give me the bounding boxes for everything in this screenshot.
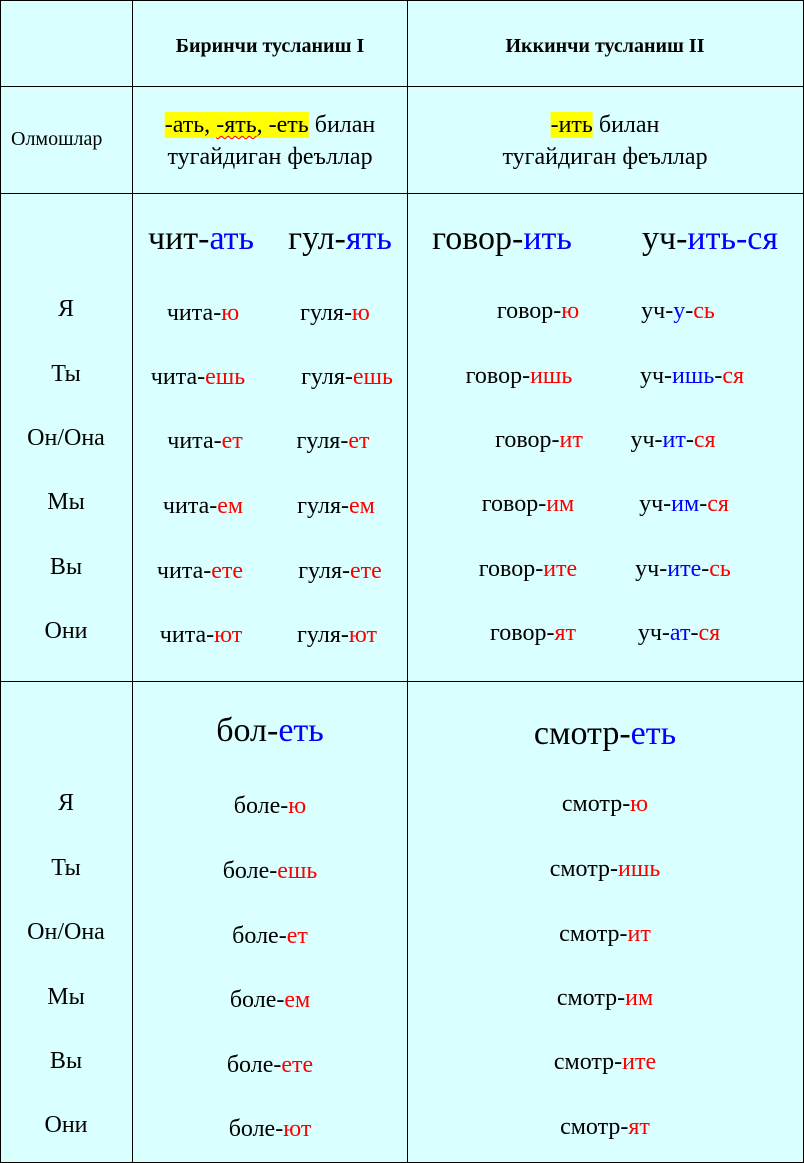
form-uchitsya-ya [641, 299, 715, 323]
form-bolet-oni [229, 1117, 312, 1141]
form-dash: - [699, 491, 708, 517]
table-border-top [0, 0, 804, 1]
form-ending: ишь [618, 856, 661, 882]
pronoun-oni: Они [44, 618, 88, 644]
form-ending: ешь [277, 858, 318, 884]
form-ending: ем [348, 493, 375, 519]
table-divider-section [0, 681, 804, 682]
desc-first-line2: тугайдиган феъллар [167, 144, 373, 170]
form-ending: ют [214, 622, 243, 648]
form-ending: ят [628, 1114, 650, 1140]
desc-second-line1 [551, 113, 660, 137]
form-reflexive: ся [698, 620, 721, 646]
form-stem: гуля- [297, 493, 349, 519]
form-gulyat-oni [297, 623, 377, 647]
verb-stem: говор- [432, 220, 524, 257]
form-bolet-ty [223, 859, 318, 883]
form-stem: уч- [635, 556, 668, 582]
form-chitat-oni [160, 623, 242, 647]
desc-second-line1-rest: билан [592, 112, 660, 138]
form-govorit-oni [490, 621, 576, 645]
form-ending: ют [283, 1116, 312, 1142]
table-divider-header [0, 86, 804, 87]
form-stem: гуля- [300, 300, 352, 326]
form-stem: гуля- [301, 364, 353, 390]
form-ending: ет [221, 428, 243, 454]
form-ending: у [673, 298, 686, 324]
table-divider-col2 [407, 0, 408, 1163]
form-bolet-vy [227, 1053, 313, 1077]
form-stem: уч- [639, 363, 673, 389]
verb-ending: еть [630, 715, 677, 752]
form-ending: ю [288, 793, 307, 819]
form-chitat-vy [157, 559, 243, 583]
form-ending: ете [350, 558, 382, 584]
form-stem: чита- [166, 300, 222, 326]
verb-gulyat [288, 222, 392, 256]
form-ending: ет [348, 428, 370, 454]
verb-chitat [148, 222, 254, 256]
endings-part1: -ать, [164, 112, 217, 138]
endings-highlight [165, 112, 309, 138]
form-ending: ишь [530, 363, 573, 389]
form-dash: - [690, 620, 699, 646]
form-ending: ет [286, 923, 308, 949]
form-dash: - [701, 556, 710, 582]
form-ending: ят [554, 620, 576, 646]
form-ending: ит [559, 427, 583, 453]
pronoun-vy-2: Вы [49, 1048, 83, 1074]
form-stem: гуля- [296, 428, 349, 454]
form-stem: боле- [233, 793, 289, 819]
form-chitat-ty [151, 365, 245, 389]
pronoun-my-2: Мы [47, 984, 85, 1010]
form-stem: боле- [232, 923, 287, 949]
form-ending: ите [543, 556, 578, 582]
form-stem: смотр- [561, 791, 631, 817]
form-stem: уч- [637, 620, 670, 646]
form-stem: чита- [167, 428, 222, 454]
table-divider-col1 [132, 0, 133, 1163]
verb-stem: гул- [288, 220, 346, 257]
form-smotret-ya [562, 792, 648, 816]
form-stem: говор- [481, 491, 547, 517]
form-ending: им [671, 491, 700, 517]
form-reflexive: ся [722, 363, 745, 389]
form-bolet-ya [234, 794, 306, 818]
form-govorit-ya [497, 299, 579, 323]
form-ending: ит [662, 427, 686, 453]
verb-ending: еть [278, 712, 324, 749]
form-govorit-my [482, 492, 574, 516]
form-ending: ю [351, 300, 370, 326]
verb-ending: ить [687, 220, 736, 257]
form-ending: ит [627, 921, 651, 947]
form-stem: чита- [156, 558, 212, 584]
form-uchitsya-on [630, 428, 715, 452]
form-stem: говор- [478, 556, 544, 582]
form-bolet-my [230, 988, 310, 1012]
pronoun-my: Мы [47, 489, 85, 515]
form-stem: боле- [228, 1116, 284, 1142]
form-smotret-my [557, 986, 653, 1010]
form-smotret-ty [550, 857, 661, 881]
form-stem: боле- [222, 858, 278, 884]
form-stem: смотр- [556, 985, 626, 1011]
form-smotret-vy [554, 1050, 656, 1074]
form-stem: уч- [630, 427, 663, 453]
form-ending: ете [281, 1052, 314, 1078]
verb-stem: уч- [641, 220, 688, 257]
verb-stem: смотр- [533, 715, 631, 752]
form-uchitsya-my [639, 492, 729, 516]
form-reflexive: ся [693, 427, 716, 453]
pronoun-ty-2: Ты [51, 855, 81, 881]
form-stem: говор- [495, 427, 560, 453]
verb-ending: ать [209, 220, 255, 257]
desc-first-line1-rest: билан [308, 112, 376, 138]
pronoun-ya: Я [57, 296, 75, 322]
pronoun-oni-2: Они [44, 1112, 88, 1138]
form-gulyat-my [297, 494, 375, 518]
form-ending: ю [630, 791, 649, 817]
row-label-pronouns: Олмошлар [11, 128, 103, 150]
desc-first-line1 [165, 113, 376, 137]
form-stem: чита- [162, 493, 218, 519]
form-stem: говор- [496, 298, 562, 324]
form-gulyat-vy [298, 559, 382, 583]
ending-highlight: -ить [550, 112, 593, 138]
form-reflexive: сь [693, 298, 715, 324]
form-bolet-on [232, 924, 308, 948]
form-ending: ишь [672, 363, 715, 389]
table-divider-desc [0, 193, 804, 194]
form-dash: - [685, 298, 694, 324]
verb-suffix: -ся [735, 220, 779, 257]
form-stem: уч- [639, 491, 672, 517]
form-gulyat-on [297, 429, 370, 453]
form-ending: ат [669, 620, 691, 646]
pronoun-ty: Ты [51, 361, 81, 387]
pronoun-vy: Вы [49, 554, 83, 580]
form-gulyat-ty [301, 365, 393, 389]
form-chitat-ya [167, 301, 239, 325]
form-ending: ешь [352, 364, 393, 390]
form-chitat-my [163, 494, 243, 518]
pronoun-ya-2: Я [57, 790, 75, 816]
form-ending: им [625, 985, 654, 1011]
form-ending: ем [284, 987, 311, 1013]
form-stem: говор- [465, 363, 531, 389]
form-stem: гуля- [298, 558, 350, 584]
form-ending: ете [211, 558, 244, 584]
form-govorit-ty [466, 364, 573, 388]
form-reflexive: ся [707, 491, 729, 517]
form-ending: ем [217, 493, 244, 519]
form-stem: боле- [229, 987, 285, 1013]
form-uchitsya-ty [640, 364, 744, 388]
verb-bolet [216, 714, 324, 748]
verb-stem: чит- [147, 220, 210, 257]
verb-stem: бол- [216, 712, 279, 749]
pronoun-on-ona: Он/Она [27, 425, 105, 451]
desc-second-line2: тугайдиган феъллар [502, 144, 708, 170]
form-ending: ите [622, 1049, 657, 1075]
pronoun-on-ona-2: Он/Она [27, 919, 105, 945]
form-stem: уч- [641, 298, 674, 324]
form-stem: смотр- [553, 1049, 623, 1075]
form-smotret-oni [560, 1115, 650, 1139]
form-ending: ют [348, 622, 377, 648]
form-stem: говор- [490, 620, 555, 646]
verb-ending: ить [523, 220, 572, 257]
form-uchitsya-vy [635, 557, 731, 581]
form-stem: боле- [226, 1052, 282, 1078]
form-stem: смотр- [559, 921, 628, 947]
form-dash: - [685, 427, 694, 453]
form-reflexive: сь [709, 556, 731, 582]
header-second-conjugation: Иккинчи тусланиш II [505, 35, 705, 57]
form-ending: ю [561, 298, 580, 324]
table-border-left [0, 0, 1, 1163]
form-ending: им [546, 491, 575, 517]
form-dash: - [714, 363, 723, 389]
verb-ending: ять [345, 220, 392, 257]
form-govorit-vy [479, 557, 577, 581]
endings-part3: , -еть [256, 112, 309, 138]
header-first-conjugation: Биринчи тусланиш I [175, 35, 365, 57]
verb-uchitsya [642, 222, 778, 256]
form-stem: смотр- [549, 856, 619, 882]
form-govorit-on [495, 428, 583, 452]
endings-part2: -ять [216, 112, 257, 138]
form-ending: ите [667, 556, 702, 582]
form-stem: смотр- [560, 1114, 629, 1140]
form-uchitsya-oni [638, 621, 720, 645]
verb-smotret [534, 717, 676, 751]
form-smotret-on [559, 922, 651, 946]
form-gulyat-ya [300, 301, 370, 325]
form-ending: ю [221, 300, 240, 326]
form-stem: гуля- [297, 622, 349, 648]
form-ending: ешь [205, 364, 246, 390]
verb-govorit [432, 222, 572, 256]
form-stem: чита- [150, 364, 206, 390]
form-stem: чита- [159, 622, 215, 648]
form-chitat-on [167, 429, 242, 453]
